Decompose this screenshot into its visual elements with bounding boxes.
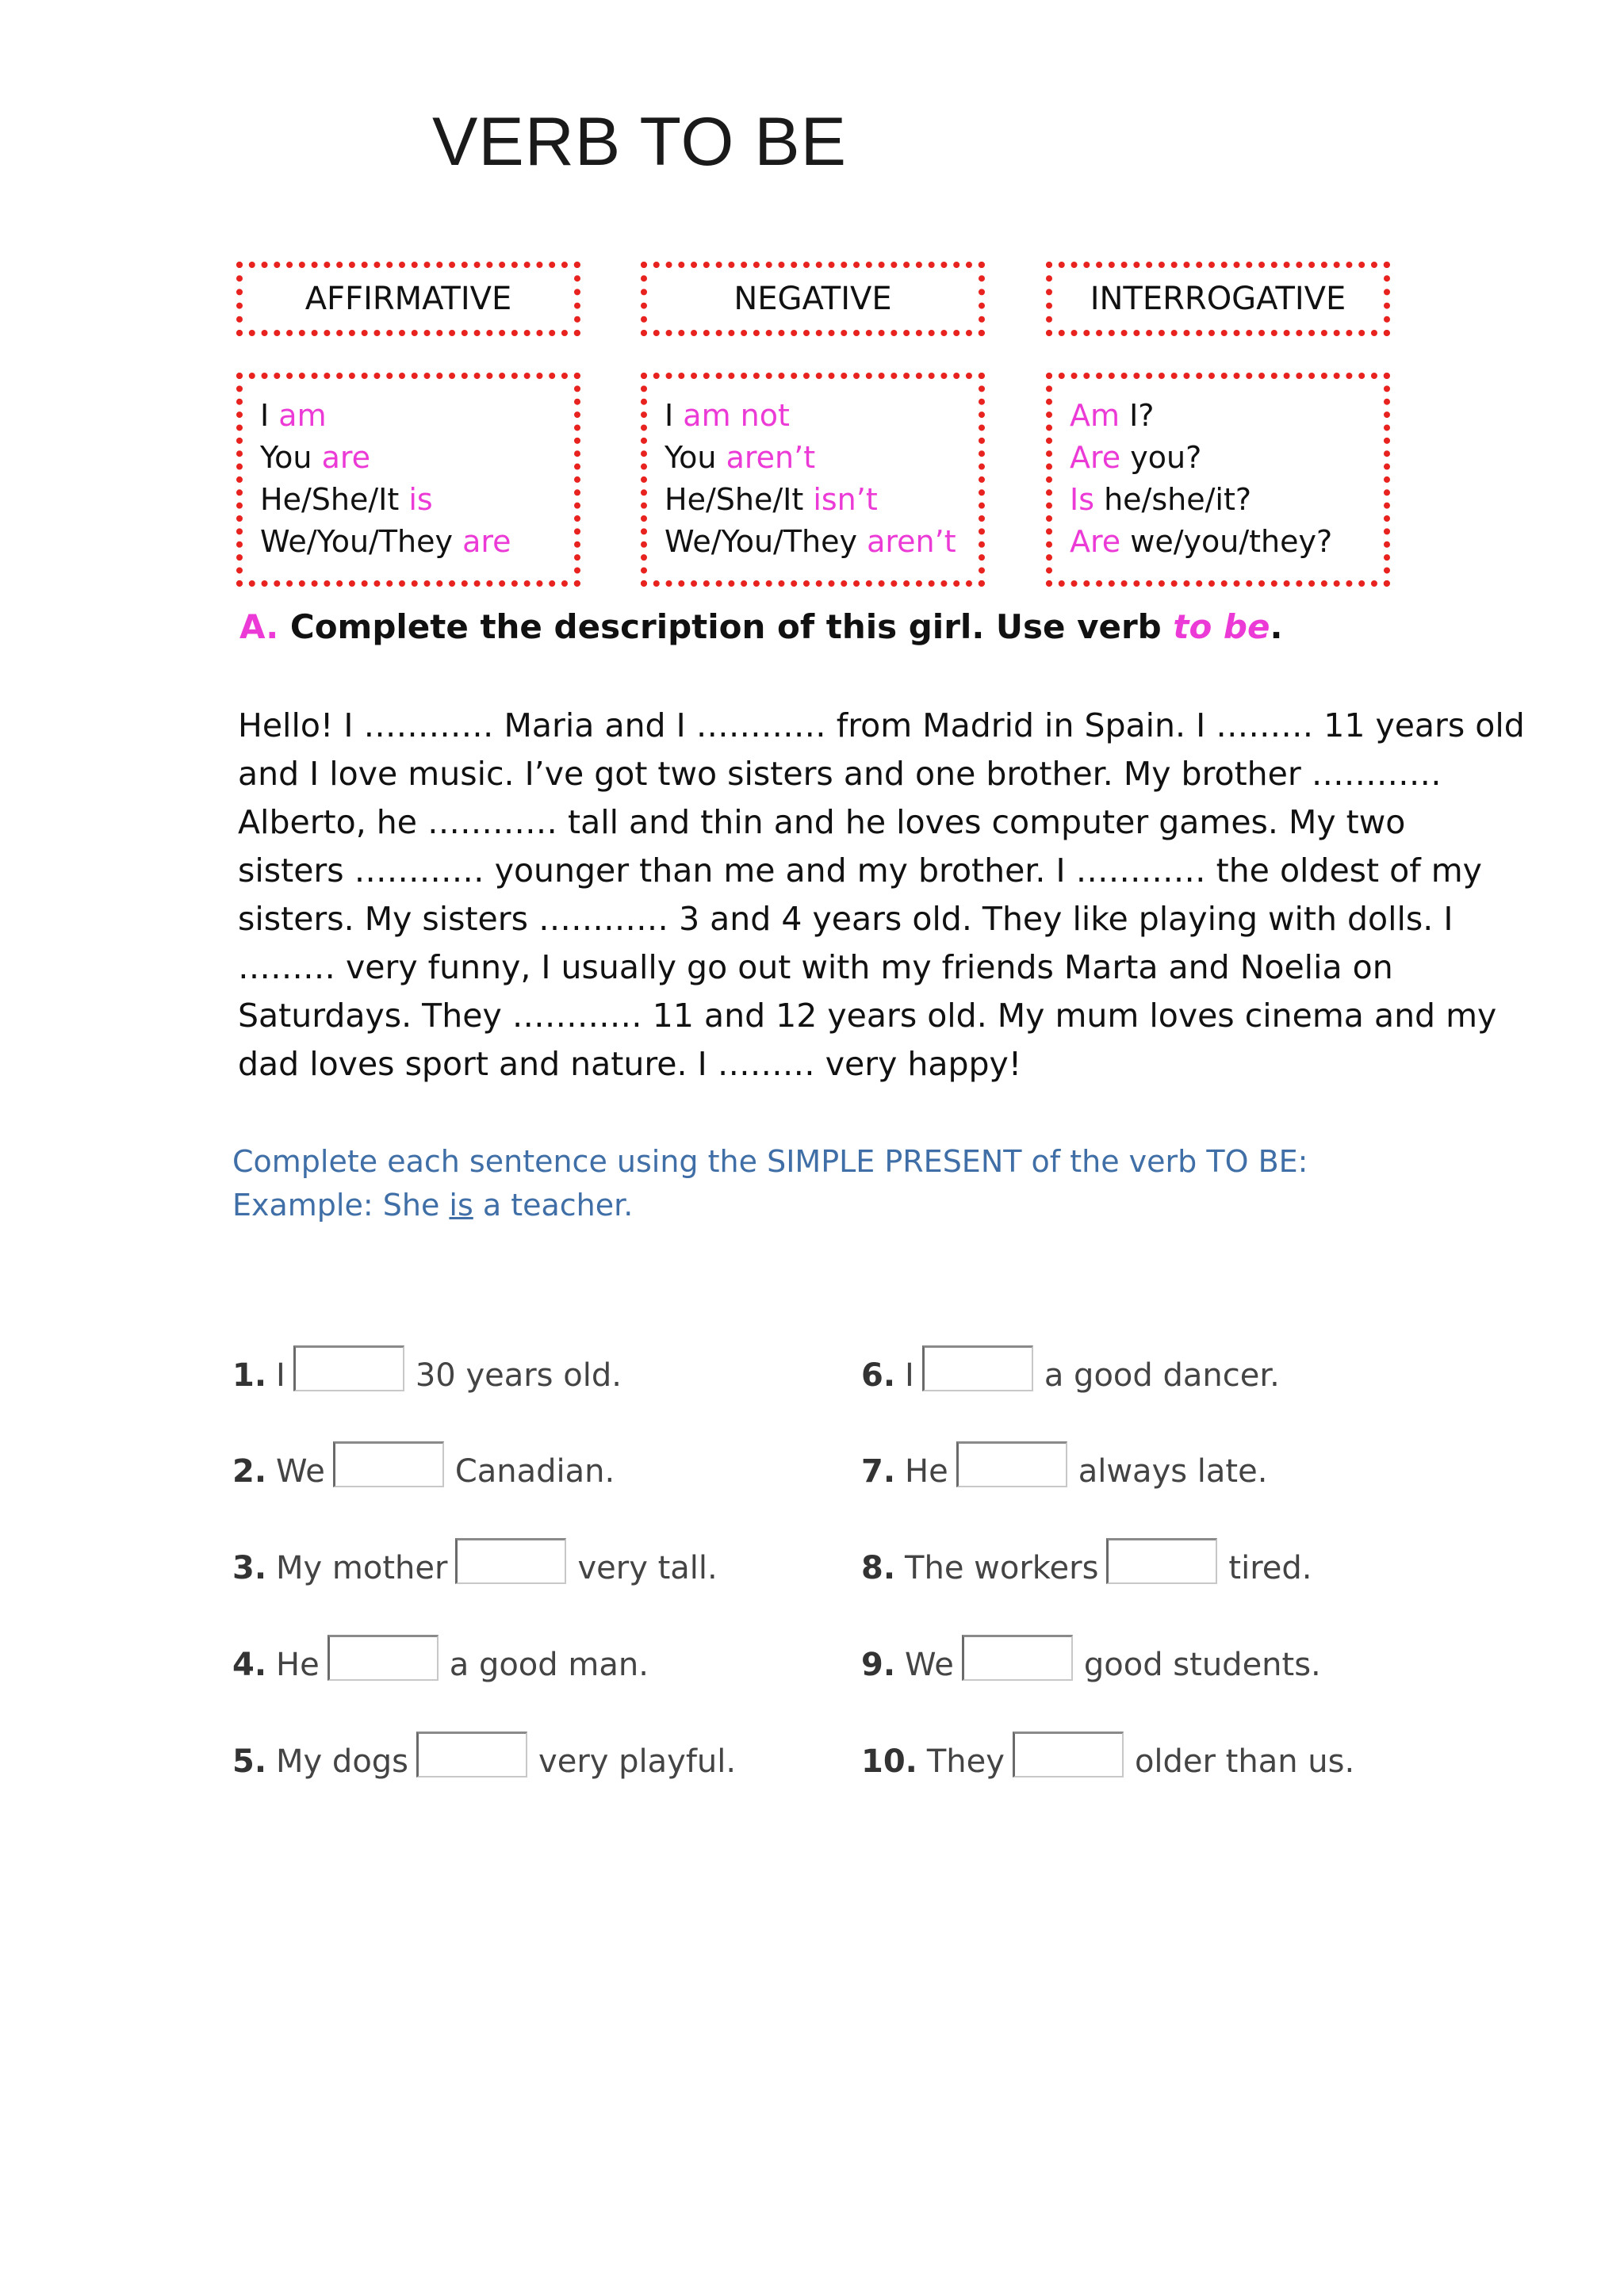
task-end: . bbox=[1270, 607, 1283, 646]
conjugation-line bbox=[665, 395, 979, 437]
verb-form: are bbox=[462, 524, 511, 559]
exercise-item bbox=[861, 1544, 1312, 1592]
negative-box bbox=[641, 373, 985, 587]
exercise-number: 8. bbox=[861, 1550, 896, 1586]
exercise-item bbox=[861, 1352, 1280, 1399]
exercise-before: The workers bbox=[905, 1550, 1099, 1586]
exercise-after: very playful. bbox=[538, 1743, 737, 1780]
paragraph-line: sisters. My sisters ………… 3 and 4 years old. They like playing with dolls. I bbox=[238, 900, 1454, 938]
exercise-after: older than us. bbox=[1134, 1743, 1355, 1780]
conjugation-line bbox=[665, 479, 979, 521]
subject: I bbox=[665, 398, 684, 433]
subject: I bbox=[260, 398, 279, 433]
affirmative-box bbox=[236, 373, 580, 587]
exercise-after: a good man. bbox=[449, 1647, 649, 1683]
example-verb: is bbox=[449, 1188, 473, 1223]
exercise-number: 5. bbox=[232, 1743, 267, 1780]
paragraph-line: Saturdays. They ………… 11 and 12 years old. My mum loves cinema and my bbox=[238, 997, 1497, 1035]
conjugation-line bbox=[665, 437, 979, 479]
verb-form: is bbox=[408, 482, 433, 517]
interrogative-box bbox=[1046, 373, 1390, 587]
conjugation-line bbox=[260, 395, 574, 437]
instruction-line: Complete each sentence using the SIMPLE PRESENT of the verb TO BE: bbox=[232, 1144, 1308, 1179]
conjugation-line bbox=[260, 521, 574, 563]
exercise-after: Canadian. bbox=[454, 1453, 615, 1490]
negative-header: NEGATIVE bbox=[641, 262, 985, 336]
exercise-before: My dogs bbox=[276, 1743, 409, 1780]
exercise-before: We bbox=[905, 1647, 954, 1683]
exercise-number: 1. bbox=[232, 1357, 267, 1394]
verb-form: Are bbox=[1070, 524, 1121, 559]
subject: I? bbox=[1120, 398, 1155, 433]
exercise-after: always late. bbox=[1078, 1453, 1268, 1490]
task-letter: A. bbox=[239, 607, 279, 646]
example-pre: Example: She bbox=[232, 1188, 450, 1223]
subject: he/she/it? bbox=[1094, 482, 1252, 517]
answer-box[interactable] bbox=[1106, 1538, 1217, 1584]
exercise-item bbox=[232, 1352, 622, 1399]
paragraph-line: Hello! I ………… Maria and I ………… from Madrid in Spain. I ……… 11 years old bbox=[238, 706, 1525, 744]
subject: We/You/They bbox=[665, 524, 868, 559]
exercise-after: tired. bbox=[1228, 1550, 1312, 1586]
exercise-before: He bbox=[905, 1453, 948, 1490]
exercise-number: 6. bbox=[861, 1357, 896, 1394]
page-title: VERB TO BE bbox=[432, 104, 848, 180]
exercise-after: very tall. bbox=[577, 1550, 718, 1586]
verb-form: isn’t bbox=[813, 482, 878, 517]
answer-box[interactable] bbox=[922, 1345, 1033, 1391]
example-line bbox=[232, 1184, 1308, 1227]
exercise-item bbox=[232, 1544, 718, 1592]
answer-box[interactable] bbox=[956, 1441, 1067, 1487]
paragraph-line: sisters ………… younger than me and my brother. I ………… the oldest of my bbox=[238, 851, 1482, 890]
conjugation-line bbox=[1070, 479, 1384, 521]
subject: He/She/It bbox=[665, 482, 814, 517]
subject: You bbox=[665, 440, 726, 475]
conjugation-line bbox=[1070, 437, 1384, 479]
exercise-before: He bbox=[276, 1647, 320, 1683]
verb-form: Am bbox=[1070, 398, 1120, 433]
exercise-number: 9. bbox=[861, 1647, 896, 1683]
exercise-before: We bbox=[276, 1453, 325, 1490]
verb-form: are bbox=[321, 440, 371, 475]
exercise-item bbox=[861, 1641, 1321, 1689]
paragraph-line: Alberto, he ………… tall and thin and he loves computer games. My two bbox=[238, 803, 1406, 841]
exercise-number: 4. bbox=[232, 1647, 267, 1683]
exercise-before: I bbox=[276, 1357, 285, 1394]
answer-box[interactable] bbox=[1013, 1732, 1124, 1777]
task-text: Complete the description of this girl. Use verb bbox=[278, 607, 1174, 646]
task-a-heading bbox=[239, 607, 1282, 646]
affirmative-header: AFFIRMATIVE bbox=[236, 262, 580, 336]
verb-form: aren’t bbox=[867, 524, 956, 559]
task-verb: to be bbox=[1173, 607, 1270, 646]
answer-box[interactable] bbox=[455, 1538, 566, 1584]
paragraph-line: ……… very funny, I usually go out with my friends Marta and Noelia on bbox=[238, 948, 1393, 986]
answer-box[interactable] bbox=[327, 1635, 439, 1681]
verb-form: am bbox=[278, 398, 327, 433]
exercise-item bbox=[232, 1641, 649, 1689]
exercise-after: 30 years old. bbox=[415, 1357, 622, 1394]
exercise-item bbox=[232, 1448, 615, 1495]
description-paragraph bbox=[238, 702, 1525, 1089]
interrogative-header: INTERROGATIVE bbox=[1046, 262, 1390, 336]
answer-box[interactable] bbox=[293, 1345, 404, 1391]
conjugation-line bbox=[1070, 521, 1384, 563]
verb-form: aren’t bbox=[726, 440, 816, 475]
example-post: a teacher. bbox=[473, 1188, 634, 1223]
conjugation-line bbox=[260, 437, 574, 479]
subject: We/You/They bbox=[260, 524, 463, 559]
conjugation-line bbox=[665, 521, 979, 563]
exercise-number: 2. bbox=[232, 1453, 267, 1490]
exercise-number: 10. bbox=[861, 1743, 917, 1780]
answer-box[interactable] bbox=[416, 1732, 527, 1777]
exercise-before: They bbox=[926, 1743, 1005, 1780]
subject: you? bbox=[1120, 440, 1202, 475]
exercise-number: 7. bbox=[861, 1453, 896, 1490]
conjugation-line bbox=[260, 479, 574, 521]
exercise-item bbox=[861, 1448, 1267, 1495]
exercise-number: 3. bbox=[232, 1550, 267, 1586]
paragraph-line: dad loves sport and nature. I ……… very happy! bbox=[238, 1045, 1022, 1083]
subject: He/She/It bbox=[260, 482, 409, 517]
exercise-after: good students. bbox=[1083, 1647, 1321, 1683]
paragraph-line: and I love music. I’ve got two sisters and one brother. My brother ………… bbox=[238, 755, 1442, 793]
verb-form: Is bbox=[1070, 482, 1095, 517]
exercise-item bbox=[861, 1738, 1354, 1785]
exercise-item bbox=[232, 1738, 736, 1785]
answer-box[interactable] bbox=[962, 1635, 1073, 1681]
exercise-before: My mother bbox=[276, 1550, 448, 1586]
exercise-after: a good dancer. bbox=[1044, 1357, 1280, 1394]
instructions bbox=[232, 1140, 1308, 1227]
subject: we/you/they? bbox=[1120, 524, 1333, 559]
answer-box[interactable] bbox=[333, 1441, 444, 1487]
verb-form: am not bbox=[683, 398, 790, 433]
exercise-before: I bbox=[905, 1357, 914, 1394]
verb-form: Are bbox=[1070, 440, 1121, 475]
conjugation-line bbox=[1070, 395, 1384, 437]
subject: You bbox=[260, 440, 322, 475]
